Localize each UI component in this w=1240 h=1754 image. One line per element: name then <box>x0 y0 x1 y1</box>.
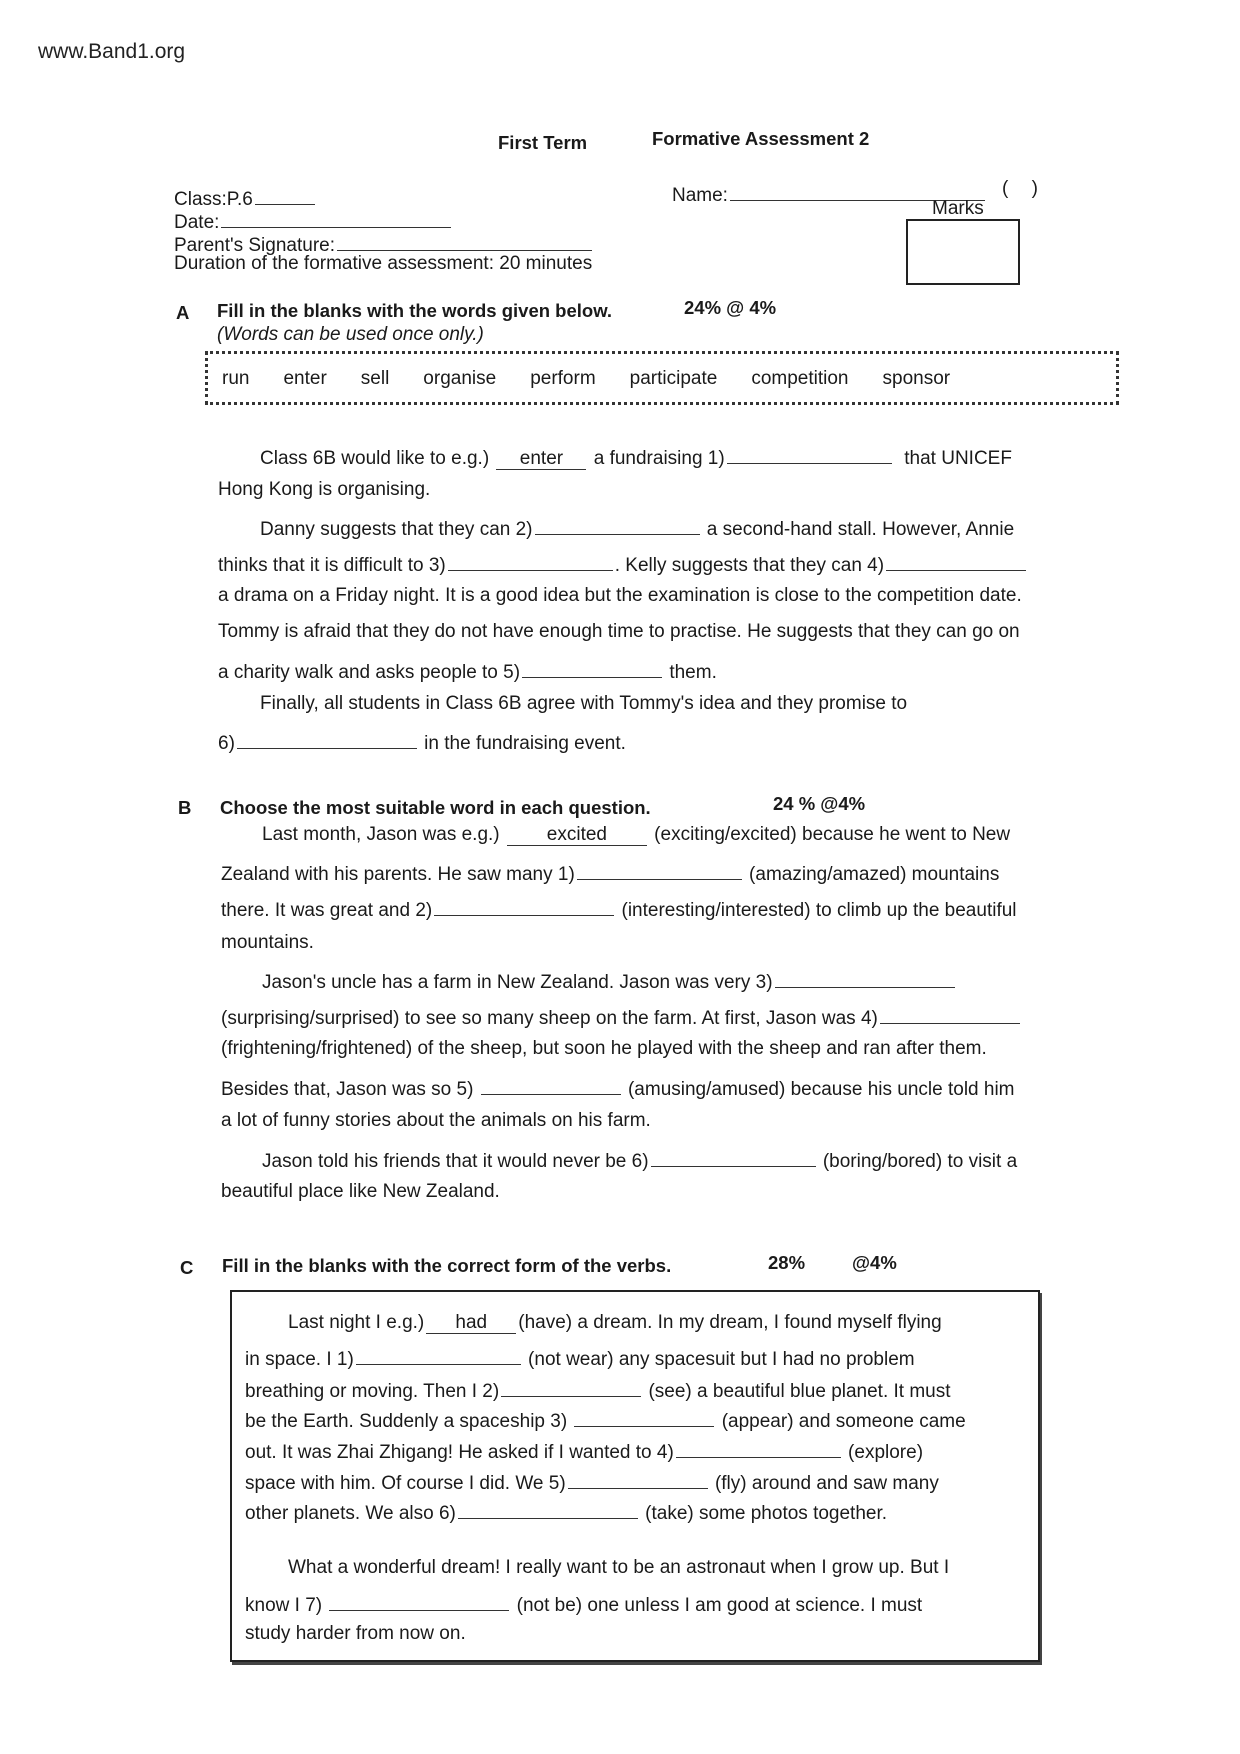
answer-blank[interactable] <box>676 1437 841 1458</box>
line-text: (see) a beautiful blue planet. It must <box>643 1381 951 1402</box>
answer-blank[interactable] <box>775 967 955 988</box>
text-line <box>218 657 717 684</box>
line-text: (exciting/excited) because he went to New <box>648 824 1011 845</box>
text-line <box>245 1376 951 1403</box>
text-line <box>218 728 626 755</box>
signature-label: Parent's Signature: <box>174 235 335 256</box>
answer-blank[interactable]: had <box>426 1313 516 1334</box>
text-line <box>221 932 314 954</box>
line-text: Danny suggests that they can 2) <box>260 519 533 540</box>
line-text: What a wonderful dream! I really want to be an astronaut when I grow up. But I <box>288 1557 950 1578</box>
text-line <box>221 895 1017 922</box>
line-text: (not be) one unless I am good at science. I must <box>511 1595 923 1616</box>
word-bank-item: run <box>222 368 250 389</box>
line-text: (amazing/amazed) mountains <box>743 864 1000 885</box>
line-text: (fly) around and saw many <box>709 1473 939 1494</box>
line-text: Zealand with his parents. He saw many 1) <box>221 864 575 885</box>
text-line <box>218 621 1020 643</box>
marks-label: Marks <box>932 198 984 219</box>
text-line <box>245 1344 915 1371</box>
word-bank-item: enter <box>283 368 327 389</box>
text-line <box>221 1181 500 1203</box>
line-text: (amusing/amused) because his uncle told him <box>622 1079 1015 1100</box>
section-a-note: (Words can be used once only.) <box>217 324 484 345</box>
section-a-marks: 24% @ 4% <box>684 297 777 318</box>
line-text: Hong Kong is organising. <box>218 479 431 500</box>
line-text: 6) <box>218 733 235 754</box>
text-line <box>245 1590 922 1617</box>
answer-blank[interactable] <box>458 1498 638 1519</box>
text-line <box>221 1038 987 1060</box>
answer-blank[interactable]: enter <box>496 449 586 470</box>
line-text: (not wear) any spacesuit but I had no problem <box>522 1349 915 1370</box>
text-line <box>218 479 430 501</box>
line-text: thinks that it is difficult to 3) <box>218 555 446 576</box>
word-bank-item: organise <box>423 368 497 389</box>
line-text: a lot of funny stories about the animals on his farm. <box>221 1110 651 1131</box>
text-line <box>245 1498 887 1525</box>
text-line <box>262 967 957 994</box>
text-line <box>221 1003 1022 1030</box>
answer-blank[interactable] <box>574 1406 714 1427</box>
line-text: Besides that, Jason was so 5) <box>221 1079 479 1100</box>
watermark: www.Band1.org <box>38 40 186 63</box>
name-label: Name: <box>672 185 728 206</box>
line-text: a drama on a Friday night. It is a good idea but the examination is close to the competition date. <box>218 585 1022 606</box>
text-line <box>288 1312 942 1334</box>
answer-blank[interactable] <box>434 895 614 916</box>
marks-box <box>906 219 1020 285</box>
line-text: (appear) and someone came <box>716 1411 966 1432</box>
answer-blank[interactable] <box>535 514 700 535</box>
line-text: (have) a dream. In my dream, I found myself flying <box>518 1312 942 1333</box>
line-text: a second-hand stall. However, Annie <box>701 519 1015 540</box>
text-line <box>218 585 1022 607</box>
line-text: in space. I 1) <box>245 1349 354 1370</box>
text-line <box>245 1406 966 1433</box>
text-line <box>221 1074 1015 1101</box>
answer-blank[interactable] <box>481 1074 621 1095</box>
line-text: know I 7) <box>245 1595 328 1616</box>
answer-blank[interactable] <box>356 1344 521 1365</box>
line-text: them. <box>664 662 717 683</box>
section-c-marks-each: @4% <box>852 1252 897 1273</box>
line-text: be the Earth. Suddenly a spaceship 3) <box>245 1411 573 1432</box>
text-line <box>221 859 999 886</box>
line-text: beautiful place like New Zealand. <box>221 1181 500 1202</box>
line-text: Last month, Jason was e.g.) <box>262 824 505 845</box>
line-text: study harder from now on. <box>245 1623 466 1644</box>
text-line <box>288 1557 949 1579</box>
date-label: Date: <box>174 212 220 233</box>
word-bank-item: perform <box>530 368 596 389</box>
section-b-marks: 24 % @4% <box>773 793 866 814</box>
text-line <box>260 443 1012 470</box>
answer-blank[interactable] <box>880 1003 1020 1024</box>
answer-blank[interactable] <box>448 550 613 571</box>
text-line <box>260 514 1014 541</box>
section-b-letter: B <box>178 797 192 818</box>
line-text: (surprising/surprised) to see so many sheep on the farm. At first, Jason was 4) <box>221 1008 878 1029</box>
text-line <box>262 824 1010 846</box>
term-heading: First Term <box>498 132 588 153</box>
section-b-instruction: Choose the most suitable word in each question. <box>220 797 651 818</box>
line-text: Last night I e.g.) <box>288 1312 425 1333</box>
answer-blank[interactable] <box>886 550 1026 571</box>
text-line <box>262 1146 1017 1173</box>
word-bank-item: competition <box>751 368 849 389</box>
text-line <box>245 1468 939 1495</box>
line-text: space with him. Of course I did. We 5) <box>245 1473 566 1494</box>
line-text: . Kelly suggests that they can 4) <box>614 555 885 576</box>
text-line <box>245 1623 466 1645</box>
answer-blank[interactable] <box>577 859 742 880</box>
line-text: breathing or moving. Then I 2) <box>245 1381 500 1402</box>
line-text: (frightening/frightened) of the sheep, but soon he played with the sheep and ran after them. <box>221 1038 987 1059</box>
line-text: that UNICEF <box>893 448 1012 469</box>
line-text: (boring/bored) to visit a <box>817 1151 1018 1172</box>
line-text: a charity walk and asks people to 5) <box>218 662 521 683</box>
text-line <box>260 693 907 715</box>
word-bank <box>222 368 984 390</box>
line-text: (explore) <box>842 1442 924 1463</box>
duration-text: Duration of the formative assessment: 20 minutes <box>174 253 593 274</box>
line-text: out. It was Zhai Zhigang! He asked if I wanted to 4) <box>245 1442 674 1463</box>
line-text: mountains. <box>221 932 314 953</box>
line-text: Jason's uncle has a farm in New Zealand. Jason was very 3) <box>262 972 773 993</box>
answer-blank[interactable] <box>237 728 417 749</box>
line-text: other planets. We also 6) <box>245 1503 456 1524</box>
answer-blank[interactable] <box>522 657 662 678</box>
page-title: Formative Assessment 2 <box>652 128 870 149</box>
line-text: a fundraising 1) <box>588 448 725 469</box>
text-line <box>218 550 1028 577</box>
answer-blank[interactable]: excited <box>507 825 647 846</box>
answer-blank[interactable] <box>501 1376 641 1397</box>
line-text: Finally, all students in Class 6B agree with Tommy's idea and they promise to <box>260 693 908 714</box>
line-text: (interesting/interested) to climb up the beautiful <box>616 900 1017 921</box>
line-text: there. It was great and 2) <box>221 900 433 921</box>
line-text: Jason told his friends that it would never be 6) <box>262 1151 649 1172</box>
line-text: (take) some photos together. <box>639 1503 888 1524</box>
section-a-instruction: Fill in the blanks with the words given below. <box>217 300 613 321</box>
answer-blank[interactable] <box>568 1468 708 1489</box>
class-number: ( ) <box>1002 178 1038 199</box>
word-bank-item: sponsor <box>882 368 951 389</box>
answer-blank[interactable] <box>329 1590 509 1611</box>
answer-blank[interactable] <box>727 443 892 464</box>
line-text: Class 6B would like to e.g.) <box>260 448 495 469</box>
answer-blank[interactable] <box>651 1146 816 1167</box>
class-label: Class:P.6 <box>174 189 253 210</box>
section-a-letter: A <box>176 302 190 323</box>
section-c-marks: 28% <box>768 1252 806 1273</box>
line-text: Tommy is afraid that they do not have enough time to practise. He suggests that they can go on <box>218 621 1020 642</box>
word-bank-item: participate <box>629 368 718 389</box>
section-c-letter: C <box>180 1257 194 1278</box>
text-line <box>245 1437 923 1464</box>
line-text: in the fundraising event. <box>418 733 626 754</box>
text-line <box>221 1110 651 1132</box>
section-c-instruction: Fill in the blanks with the correct form of the verbs. <box>222 1255 672 1276</box>
word-bank-item: sell <box>360 368 390 389</box>
